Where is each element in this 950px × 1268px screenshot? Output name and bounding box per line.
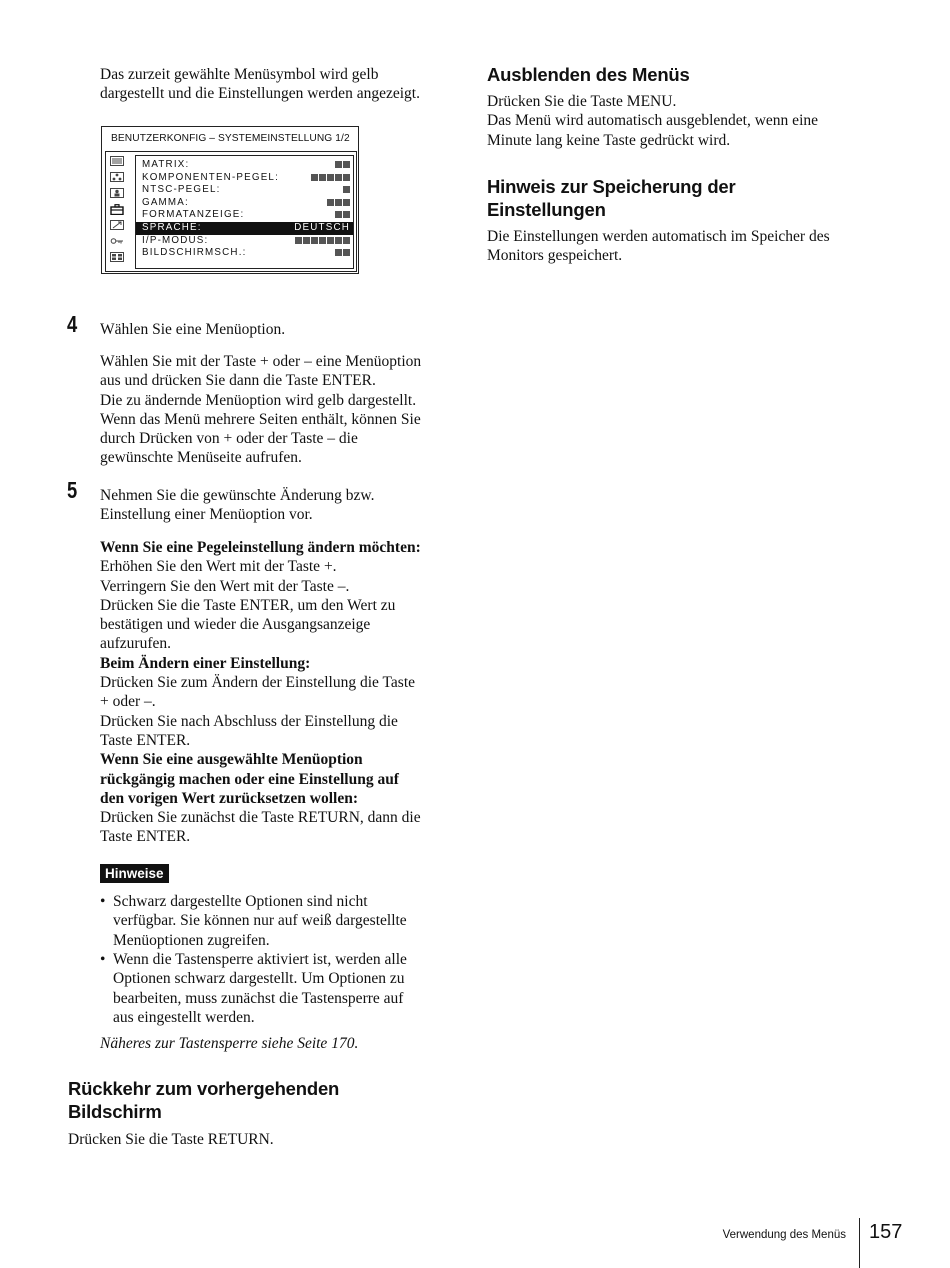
note-line: Wenn die Tastensperre aktiviert ist, werden alle xyxy=(113,951,407,968)
save-heading-line: Einstellungen xyxy=(487,199,606,220)
menu-icon-column xyxy=(110,156,126,268)
menu-item-row xyxy=(136,209,353,222)
step4-line: durch Drücken von + oder der Taste – die xyxy=(100,430,358,448)
menu-item-label: KOMPONENTEN-PEGEL: xyxy=(142,171,280,183)
level-square xyxy=(343,211,350,218)
menu-item-label: GAMMA: xyxy=(142,196,189,208)
save-settings-line: Die Einstellungen werden automatisch im Speicher des xyxy=(487,228,830,245)
menu-item-row xyxy=(136,172,353,185)
menu-item-label: FORMATANZEIGE: xyxy=(142,209,245,221)
menu-item-label: MATRIX: xyxy=(142,159,190,170)
bullet-icon: • xyxy=(100,893,106,910)
level-square xyxy=(335,237,342,244)
step-number: 5 xyxy=(67,477,78,503)
menu-item-label: NTSC-PEGEL: xyxy=(142,184,221,196)
toolbox-icon xyxy=(110,204,124,215)
step4-line: gewünschte Menüseite aufrufen. xyxy=(100,449,302,467)
footer-divider xyxy=(859,1218,860,1268)
notes-label: Hinweise xyxy=(100,864,169,883)
intro-line: dargestellt und die Einstellungen werden angezeigt. xyxy=(100,85,420,103)
return-heading-line: Bildschirm xyxy=(68,1101,162,1122)
setting-change-heading: Beim Ändern einer Einstellung: xyxy=(100,654,311,672)
step4-line: Wählen Sie mit der Taste + oder – eine Menüoption xyxy=(100,353,422,370)
step5-title-line: Nehmen Sie die gewünschte Änderung bzw. xyxy=(100,487,375,504)
key-icon xyxy=(110,236,124,247)
step5-body xyxy=(100,538,450,847)
menu-item-row xyxy=(136,222,353,235)
note-line: Menüoptionen zugreifen. xyxy=(113,931,270,949)
step5-line: Drücken Sie zunächst die Taste RETURN, dann die xyxy=(100,809,421,827)
menu-item-level-indicator xyxy=(342,184,350,197)
level-square xyxy=(335,174,342,181)
return-heading xyxy=(68,1077,339,1123)
grid-icon xyxy=(110,252,124,263)
step4-title: Wählen Sie eine Menüoption. xyxy=(100,321,286,338)
hide-menu-line: Drücken Sie die Taste MENU. xyxy=(487,93,677,110)
level-square xyxy=(319,237,326,244)
lock-reference: Näheres zur Tastensperre siehe Seite 170. xyxy=(100,1035,359,1052)
note-line: verfügbar. Sie können nur auf weiß dargestellte xyxy=(113,912,407,930)
menu-screenshot-figure xyxy=(101,126,359,274)
note-line: bearbeiten, muss zunächst die Tastensperre auf xyxy=(113,989,404,1007)
step4-line: Die zu ändernde Menüoption wird gelb dargestellt. xyxy=(100,391,417,409)
level-square xyxy=(343,186,350,193)
person-icon xyxy=(110,188,124,199)
menu-item-row xyxy=(136,159,353,172)
level-square xyxy=(327,199,334,206)
level-square xyxy=(335,161,342,168)
undo-heading-line: rückgängig machen oder eine Einstellung auf xyxy=(100,770,399,788)
undo-heading-line: Wenn Sie eine ausgewählte Menüoption xyxy=(100,751,363,769)
menu-item-level-indicator xyxy=(310,172,350,185)
step4-line: Wenn das Menü mehrere Seiten enthält, können Sie xyxy=(100,410,421,428)
level-square xyxy=(311,237,318,244)
menu-item-level-indicator xyxy=(326,197,350,210)
note-bullet xyxy=(100,892,445,950)
list-icon xyxy=(110,156,124,167)
step5-line: bestätigen und wieder die Ausgangsanzeige xyxy=(100,616,371,634)
step5-line: Taste ENTER. xyxy=(100,828,191,846)
intro-line: Das zurzeit gewählte Menüsymbol wird gelb xyxy=(100,66,379,83)
undo-heading-line: den vorigen Wert zurücksetzen wollen: xyxy=(100,789,359,807)
level-square xyxy=(335,211,342,218)
level-square xyxy=(327,174,334,181)
hide-menu-line: Das Menü wird automatisch ausgeblendet, wenn eine xyxy=(487,112,819,130)
level-square xyxy=(311,174,318,181)
save-settings-heading xyxy=(487,175,736,221)
menu-item-value: DEUTSCH xyxy=(294,222,350,233)
return-heading-line: Rückkehr zum vorhergehenden xyxy=(68,1078,340,1099)
menu-item-row xyxy=(136,247,353,260)
intro-text xyxy=(100,65,420,104)
menu-item-label: BILDSCHIRMSCH.: xyxy=(142,247,247,259)
step4-body xyxy=(100,352,421,468)
step5-line: Drücken Sie nach Abschluss der Einstellung die xyxy=(100,712,398,730)
menu-item-label: SPRACHE: xyxy=(142,222,202,233)
note-text xyxy=(113,892,445,950)
note-line: Schwarz dargestellte Optionen sind nicht xyxy=(113,893,368,910)
level-square xyxy=(335,199,342,206)
level-square xyxy=(303,237,310,244)
step5-line: Drücken Sie die Taste ENTER, um den Wert zu xyxy=(100,596,396,614)
level-change-heading: Wenn Sie eine Pegeleinstellung ändern möchten: xyxy=(100,539,421,556)
menu-figure-title: BENUTZERKONFIG – SYSTEMEINSTELLUNG 1/2 xyxy=(111,133,350,144)
step-number: 4 xyxy=(67,311,78,337)
footer-section-label: Verwendung des Menüs xyxy=(722,1229,846,1241)
level-square xyxy=(343,174,350,181)
save-settings-line: Monitors gespeichert. xyxy=(487,247,623,265)
menu-item-row xyxy=(136,184,353,197)
return-body: Drücken Sie die Taste RETURN. xyxy=(68,1131,274,1148)
hide-menu-line: Minute lang keine Taste gedrückt wird. xyxy=(487,131,731,149)
bullet-icon: • xyxy=(100,951,106,968)
level-square xyxy=(327,237,334,244)
save-settings-body xyxy=(487,227,830,266)
step5-line: aufzurufen. xyxy=(100,635,171,653)
level-square xyxy=(295,237,302,244)
menu-figure-panel xyxy=(105,151,357,272)
menu-item-level-indicator xyxy=(334,209,350,222)
level-square xyxy=(319,174,326,181)
hide-menu-heading: Ausblenden des Menüs xyxy=(487,64,690,85)
menu-item-list xyxy=(135,155,354,269)
note-bullet xyxy=(100,950,445,1027)
menu-item-row xyxy=(136,235,353,248)
page-number: 157 xyxy=(869,1221,903,1243)
level-square xyxy=(343,249,350,256)
menu-item-level-indicator xyxy=(334,247,350,260)
menu-item-label: I/P-MODUS: xyxy=(142,234,209,246)
step5-line: Erhöhen Sie den Wert mit der Taste +. xyxy=(100,558,337,576)
level-square xyxy=(343,161,350,168)
save-heading-line: Hinweis zur Speicherung der xyxy=(487,176,736,197)
step5-line: + oder –. xyxy=(100,693,156,711)
note-line: aus eingestellt werden. xyxy=(113,1008,255,1026)
level-square xyxy=(335,249,342,256)
menu-item-row xyxy=(136,197,353,210)
step5-title-line: Einstellung einer Menüoption vor. xyxy=(100,506,313,524)
step5-line: Drücken Sie zum Ändern der Einstellung die Taste xyxy=(100,674,416,692)
menu-item-level-indicator xyxy=(334,159,350,172)
step4-line: aus und drücken Sie dann die Taste ENTER. xyxy=(100,372,376,390)
arrow-icon xyxy=(110,220,124,231)
menu-item-level-indicator xyxy=(294,235,350,248)
note-line: Optionen schwarz dargestellt. Um Optionen zu xyxy=(113,970,405,988)
note-text xyxy=(113,950,445,1027)
hide-menu-body xyxy=(487,92,818,150)
step5-line: Taste ENTER. xyxy=(100,731,191,749)
level-square xyxy=(343,237,350,244)
level-square xyxy=(343,199,350,206)
step5-title xyxy=(100,486,374,525)
step5-line: Verringern Sie den Wert mit der Taste –. xyxy=(100,577,350,595)
network-icon xyxy=(110,172,124,183)
